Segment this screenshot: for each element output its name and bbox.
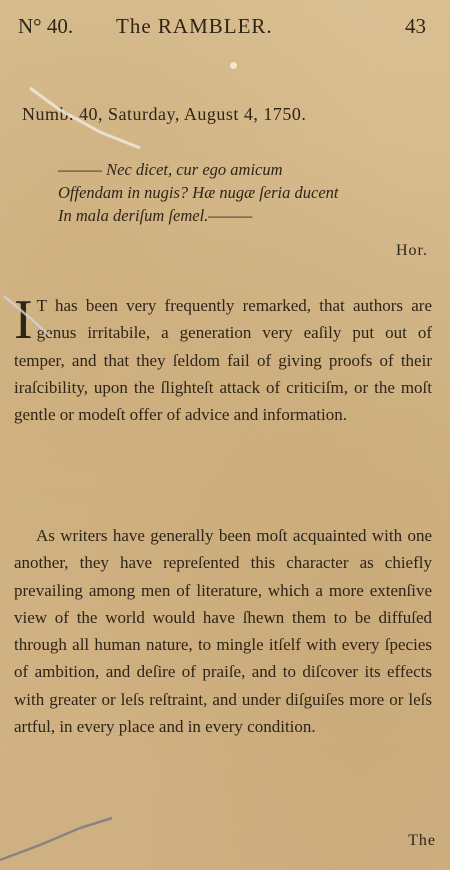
paragraph <box>14 289 432 428</box>
epigraph-line: In mala deriſum ſemel.——— <box>58 206 253 225</box>
issue-date-line: Numb. 40, Saturday, August 4, 1750. <box>22 104 307 124</box>
paragraph-text: T has been very frequently remarked, that authors are genus irritabile, a generation very eaſily put out of temper, and that they ſeldom fail of giving proofs of their iraſcibility, upon the ſlighteſt attack of criticiſm, or the moſt gentle or modeſt offer of advice and information. <box>14 296 432 425</box>
paragraph: As writers have generally been moſt acquainted with one another, they have repreſented this character as chiefly prevailing among men of literature, which a more extenſive view of the world would have ſhewn them to be diffuſed through all human nature, to mingle itſelf with every ſpecies of ambition, and deſire of praiſe, and to diſcover its effects with greater or leſs reſtraint, and under diſguiſes more or leſs artful, in every place and in every condition. <box>14 526 432 737</box>
journal-title: The RAMBLER. <box>116 14 273 38</box>
paper-stain <box>230 62 237 69</box>
issue-number: N° 40. <box>18 14 74 38</box>
epigraph-line: Offendam in nugis? Hæ nugæ ſeria ducent <box>58 183 339 202</box>
epigraph <box>58 158 438 227</box>
epigraph-line: ——— Nec dicet, cur ego amicum <box>58 160 283 179</box>
catchword: The <box>408 832 436 849</box>
running-head <box>18 14 432 44</box>
page-number: 43 <box>405 14 426 38</box>
drop-cap: I <box>14 289 33 351</box>
epigraph-author: Hor. <box>396 242 428 259</box>
